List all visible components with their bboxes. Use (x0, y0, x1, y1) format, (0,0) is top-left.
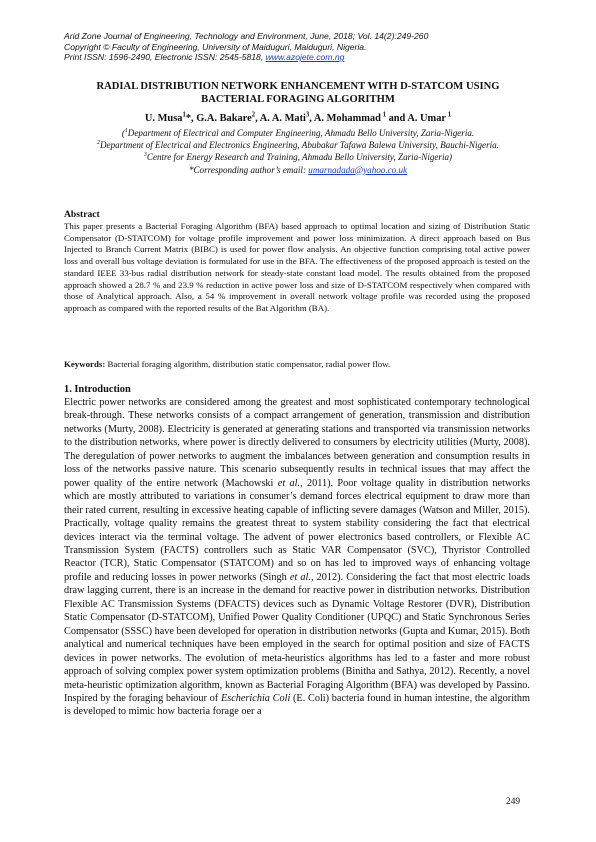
author-4-sep: and (385, 113, 406, 124)
affiliation-1-sup: 1 (124, 127, 128, 134)
introduction-body (64, 396, 530, 719)
author-2-sep: , (255, 113, 258, 124)
title-line-1: RADIAL DISTRIBUTION NETWORK ENHANCEMENT WITH D-STATCOM USING (96, 81, 500, 92)
issn-text: Print ISSN: 1596-2490, Electronic ISSN: 2545-5818, (64, 52, 266, 63)
journal-copyright: Copyright © Faculty of Engineering, University of Maiduguri, Maiduguri, Nigeria. (64, 41, 367, 52)
author-3: A. A. Mati (257, 113, 306, 124)
journal-citation: Arid Zone Journal of Engineering, Technology and Environment, June, 2018; Vol. 14(2):249-260 (64, 31, 429, 41)
author-1: U. Musa (144, 113, 183, 124)
affiliation-1-text: Department of Electrical and Computer Engineering, Ahmadu Bello University, Zaria-Nigeria. (127, 128, 475, 138)
keywords (64, 359, 530, 369)
abstract-heading: Abstract (64, 209, 100, 220)
author-2-sup: 2 (251, 111, 256, 119)
keywords-text: Bacterial foraging algorithm, distribution static compensator, radial power flow. (105, 359, 391, 369)
author-4-sup: 1 (380, 111, 386, 119)
affiliation-3 (70, 151, 526, 163)
corresponding-label: *Corresponding author’s email: (188, 164, 309, 175)
journal-website-link[interactable]: www.azojete.com.ng (265, 52, 345, 63)
affiliation-1: ($^1$Department of Electrical and Computer Engineering, Ahmadu Bello University, Zaria-Nigeria. (121, 127, 475, 138)
intro-part-2: , 2011). Poor voltage quality in distribution networks which are mostly attributed to variations in consumer’s demand forces electrical equipment to draw more than their rated current, resulting in excessive heating capable of inflicting severe damages (Watson and Miller, 2015). Practically, voltage quality remains the greatest threat to system stability considering the fact that electrical devices interact via the terminal voltage. The advent of power electronics based controllers, or Flexible AC Transmission System (FACTS) controllers such as Static VAR Compensator (SVC), Thyristor Controlled Reactor (TCR), Static Compensator (STATCOM) and so on has led to improved ways of enhancing voltage profile and reducing losses in power networks (Singh (64, 477, 530, 583)
affiliations (70, 127, 526, 176)
author-list (60, 113, 536, 124)
author-5-sup: 1 (446, 111, 452, 119)
section-heading-introduction: 1. Introduction (64, 384, 131, 395)
intro-part-1: Electric power networks are considered among the greatest and most sophisticated contemporary technological break-through. These networks consists of a compact arrangement of generation, transmission and distribution networks (Murty, 2008). Electricity is generated at generating stations and transported via transmission networks to the distribution networks, where power is directly delivered to consumers by electricity utilities (Murty, 2008). The deregulation of power networks to augment the imbalances between generation and consumption results in loss of the networks passive nature. This scenario subsequently results in technical issues that may affect the power quality of the entire network (Machowski (64, 397, 530, 489)
journal-header (64, 31, 428, 63)
affiliation-2-text: Department of Electrical and Electronics Engineering, Abubakar Tafawa Balewa University, Bauchi-Nigeria. (99, 140, 499, 151)
author-1-sup: 1 (182, 111, 186, 119)
author-5: A. Umar (405, 113, 447, 124)
intro-etal-1: et al. (277, 477, 301, 489)
affiliation-3-sup: 3 (143, 152, 147, 159)
author-4: A. Mohammad (311, 113, 381, 124)
corresponding-email-link[interactable]: umarnadada@yahoo.co.uk (308, 164, 408, 175)
author-3-sep: , (309, 113, 312, 124)
affiliation-2 (70, 139, 526, 151)
title-line-2: BACTERIAL FORAGING ALGORITHM (201, 94, 395, 105)
paper-title (60, 80, 536, 106)
author-2: G.A. Bakare (193, 113, 252, 124)
abstract-body: This paper presents a Bacterial Foraging Algorithm (BFA) based approach to optimal location and sizing of Distribution Static Compensator (D-STATCOM) for voltage profile improvement and power loss minimization. A direct approach based on Bus Injected to Branch Current Matrix (BIBC) is used for power flow analysis. An objective function comprising total active power loss and overall bus voltage deviation is formulated for use in the BFA. The effectiveness of the proposed approach is tested on the standard IEEE 33-bus radial distribution network for steady-state constant load model. The results obtained from the proposed approach showed a 28.7 % and 23.9 % reduction in active power loss and size of D-STATCOM respectively when compared with those of Analytical approach. Also, a 54 % improvement in overall network voltage profile was recorded using the proposed approach as compared with the reported results of the Bat Algorithm (BA). (64, 221, 530, 313)
intro-etal-2: et al. (289, 571, 311, 583)
page-number: 249 (506, 797, 521, 807)
corresponding-author (70, 164, 526, 176)
affiliation-3-text: Centre for Energy Research and Training, Ahmadu Bello University, Zaria-Nigeria) (146, 152, 453, 163)
journal-issn (64, 52, 428, 63)
intro-part-4: (E. Coli) bacteria found in human intestine, the algorithm is developed to mimic how bacteria forage oer a (64, 692, 530, 718)
intro-part-3: , 2012). Considering the fact that most electric loads draw lagging current, there is an increase in the demand for reactive power in distribution networks. Distribution Flexible AC Transmission Systems (DFACTS) devices such as Dynamic Voltage Restorer (DVR), Distribution Static Compensator (D-STATCOM), Unified Power Quality Conditioner (UPQC) and Static Synchronous Series Compensator (SSSC) have been developed for operation in distribution networks (Gupta and Kumar, 2015). Both analytical and numerical techniques have been employed in the search for optimal position and size of FACTS devices in power networks. The evolution of meta-heuristics algorithms has led to a faster and more robust approach of solving complex power system optimization problems (Binitha and Sathya, 2012). Recently, a novel meta-heuristic optimization algorithm, known as Bacterial Foraging Algorithm (BFA) was developed by Passino. Inspired by the foraging behaviour of (64, 571, 530, 704)
author-1-mark: *, (185, 113, 194, 124)
author-3-sup: 3 (305, 111, 310, 119)
keywords-label: Keywords: (64, 359, 106, 369)
affiliation-2-sup: 2 (97, 140, 100, 147)
intro-species: Escherichia Coli (220, 692, 291, 704)
